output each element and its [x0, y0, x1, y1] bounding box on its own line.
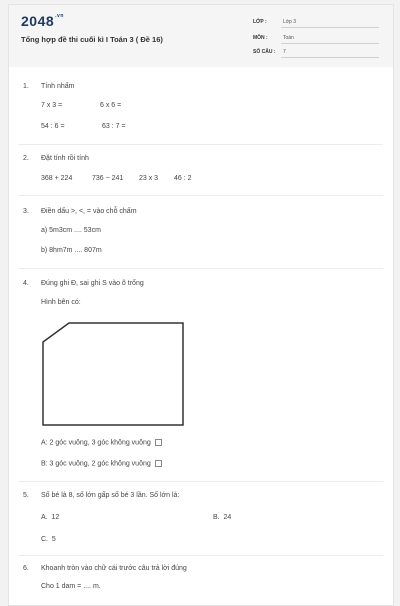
option-value: 5: [51, 536, 56, 543]
meta-underline: [281, 57, 379, 58]
q3-item: a) 5m3cm .... 53cm: [41, 227, 101, 234]
q5-option-b[interactable]: [213, 514, 231, 521]
exam-sheet: [8, 4, 394, 606]
q2-item: 368 + 224: [41, 175, 73, 182]
question-number: 5.: [23, 492, 29, 499]
divider: [19, 195, 383, 196]
option-text: B: 3 góc vuông, 2 góc không vuông: [41, 460, 151, 468]
divider: [19, 555, 383, 556]
q5-option-c[interactable]: [41, 536, 56, 543]
question-number: 3.: [23, 208, 29, 215]
question-text: Điền dấu >, <, = vào chỗ chấm: [41, 208, 137, 215]
meta-value: Toán: [283, 35, 294, 41]
q1-item: 54 : 6 =: [41, 123, 65, 130]
meta-underline: [281, 43, 379, 44]
meta-label: LỚP :: [253, 19, 267, 25]
divider: [19, 481, 383, 482]
meta-value: Lớp 3: [283, 19, 297, 25]
q3-item: b) 8hm7m .... 807m: [41, 247, 102, 254]
option-value: 24: [223, 514, 232, 521]
logo-text: 2048: [21, 13, 55, 29]
option-letter: C.: [41, 536, 48, 543]
q4-option-a[interactable]: [41, 439, 162, 446]
question-number: 1.: [23, 83, 29, 90]
answer-checkbox[interactable]: [155, 460, 162, 467]
logo-suffix: .vn: [55, 13, 64, 19]
q1-item: 6 x 6 =: [100, 102, 122, 109]
pentagon-figure: [39, 319, 189, 433]
meta-label: SỐ CÂU :: [253, 49, 276, 55]
meta-label: MÔN :: [253, 35, 268, 41]
question-number: 6.: [23, 565, 29, 572]
q2-item: 46 : 2: [174, 175, 192, 182]
question-text: Đặt tính rồi tính: [41, 155, 89, 162]
pentagon-shape: [43, 323, 183, 425]
answer-checkbox[interactable]: [155, 439, 162, 446]
q1-item: 7 x 3 =: [41, 102, 63, 109]
meta-underline: [281, 27, 379, 28]
q5-option-a[interactable]: [41, 514, 59, 521]
exam-header: [9, 5, 393, 67]
question-text: Số bé là 8, số lớn gấp số bé 3 lần. Số lớn là:: [41, 492, 180, 499]
question-number: 2.: [23, 155, 29, 162]
option-letter: A.: [41, 514, 48, 521]
question-number: 4.: [23, 280, 29, 287]
question-text: Tính nhẩm: [41, 83, 75, 90]
question-text: Khoanh tròn vào chữ cái trước câu trả lời đúng: [41, 565, 187, 572]
option-letter: B.: [213, 514, 220, 521]
q6-item: Cho 1 dam = .... m.: [41, 583, 101, 590]
option-text: A: 2 góc vuông, 3 góc không vuông: [41, 439, 151, 447]
q4-subtitle: Hình bên có:: [41, 299, 81, 306]
divider: [19, 268, 383, 269]
question-text: Đúng ghi Đ, sai ghi S vào ô trống: [41, 280, 144, 287]
q1-item: 63 : 7 =: [102, 123, 126, 130]
divider: [19, 144, 383, 145]
q2-item: 23 x 3: [139, 175, 159, 182]
meta-value: 7: [283, 49, 286, 55]
site-logo[interactable]: [21, 13, 64, 29]
q4-option-b[interactable]: [41, 460, 162, 467]
exam-title: Tổng hợp đề thi cuối kì I Toán 3 ( Đề 16): [21, 35, 163, 44]
q2-item: 736 − 241: [92, 175, 124, 182]
option-value: 12: [51, 514, 60, 521]
